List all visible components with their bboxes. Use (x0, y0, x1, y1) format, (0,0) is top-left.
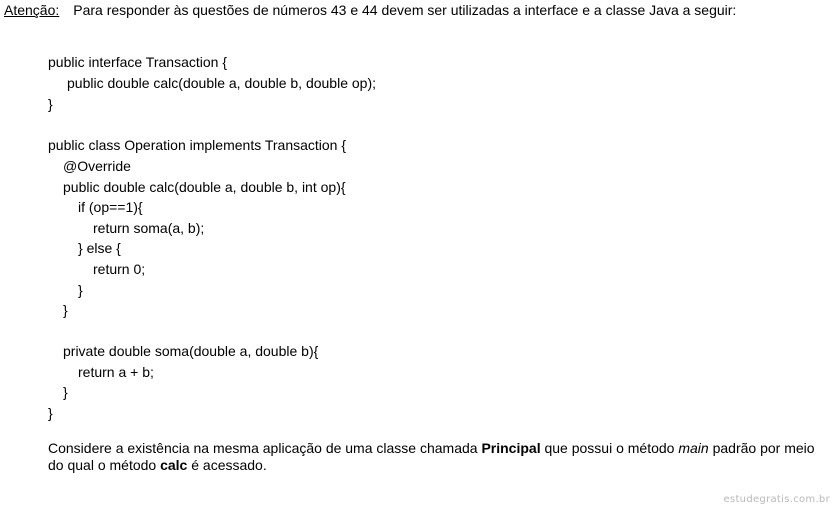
code-line: public double calc(double a, double b, int op){ (63, 179, 346, 195)
code-line: } (48, 405, 53, 421)
context-note (48, 440, 833, 474)
code-line: @Override (63, 158, 131, 174)
code-line: public interface Transaction { (48, 54, 227, 70)
code-line: return soma(a, b); (93, 220, 205, 236)
instruction-text: Para responder às questões de números 43 e 44 devem ser utilizadas a interface e a classe Java a seguir: (73, 2, 737, 18)
class-name-principal: Principal (481, 440, 541, 456)
watermark-text: estudegratis.com.br (723, 494, 830, 505)
code-line: public class Operation implements Transaction { (48, 137, 347, 153)
code-line: } (63, 384, 68, 400)
code-line: } (48, 96, 53, 112)
code-line: return a + b; (78, 364, 154, 380)
code-line: if (op==1){ (78, 199, 143, 215)
code-line: } else { (78, 240, 121, 256)
method-name-calc: calc (160, 457, 188, 473)
code-line: public double calc(double a, double b, double op); (67, 75, 377, 91)
attention-label: Atenção: (4, 2, 60, 18)
note-text: padrão por meio do qual o método (48, 440, 815, 473)
code-line: } (78, 282, 83, 298)
note-text: que possui o método (540, 440, 679, 456)
note-text: Considere a existência na mesma aplicação de uma classe chamada (48, 440, 482, 456)
note-text: é acessado. (187, 457, 267, 473)
code-line: return 0; (93, 261, 146, 277)
code-line: } (63, 302, 68, 318)
method-name-main: main (678, 440, 709, 456)
instruction-header (4, 2, 736, 18)
code-line: private double soma(double a, double b){ (63, 343, 319, 359)
